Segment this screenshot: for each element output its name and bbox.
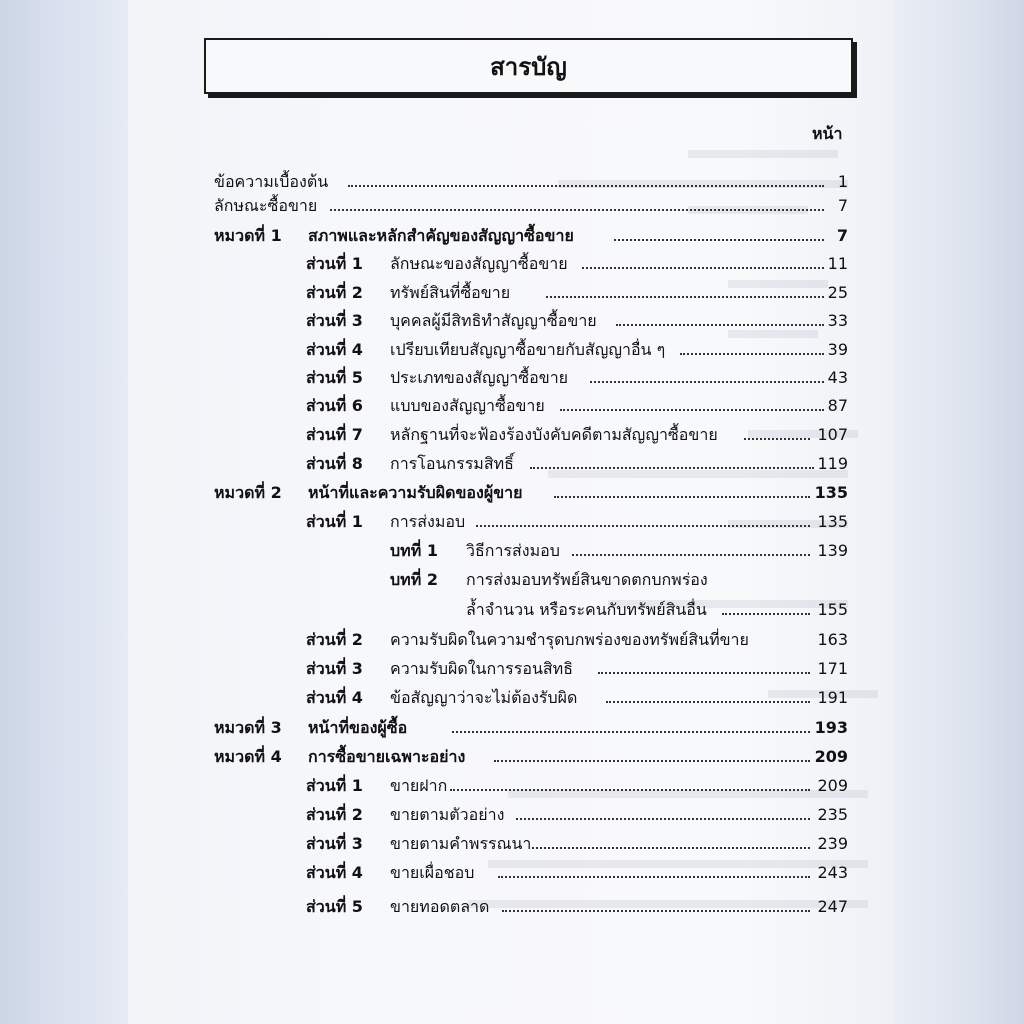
toc-page-number: 139 <box>817 541 848 560</box>
toc-page-number: 209 <box>817 776 848 795</box>
toc-page-number: 193 <box>814 718 848 737</box>
dot-leader <box>590 381 824 383</box>
toc-lesson-row[interactable] <box>0 568 1024 592</box>
toc-section-row[interactable] <box>0 803 1024 827</box>
toc-page-number: 107 <box>817 425 848 444</box>
chapter-title: หน้าที่และความรับผิดของผู้ขาย <box>308 483 523 502</box>
dot-leader <box>530 467 814 469</box>
section-title: การโอนกรรมสิทธิ์ <box>390 454 514 473</box>
lesson-title-line1: การส่งมอบทรัพย์สินขาดตกบกพร่อง <box>466 570 708 589</box>
section-title: ประเภทของสัญญาซื้อขาย <box>390 368 569 387</box>
toc-section-row[interactable] <box>0 452 1024 476</box>
dot-leader <box>606 701 810 703</box>
dot-leader <box>452 731 810 733</box>
dot-leader <box>494 760 810 762</box>
lesson-label: บทที่ 2 <box>390 570 438 589</box>
section-label: ส่วนที่ 4 <box>306 863 363 882</box>
toc-page-number: 25 <box>827 283 848 302</box>
section-title: เปรียบเทียบสัญญาซื้อขายกับสัญญาอื่น ๆ <box>390 340 666 359</box>
dot-leader <box>572 554 810 556</box>
section-label: ส่วนที่ 3 <box>306 659 363 678</box>
toc-page-number: 235 <box>817 805 848 824</box>
toc-page-number: 247 <box>817 897 848 916</box>
toc-page-number: 135 <box>817 512 848 531</box>
toc-chapter-3[interactable] <box>0 716 1024 740</box>
section-title: ความรับผิดในความชำรุดบกพร่องของทรัพย์สินที่ขาย <box>390 630 749 649</box>
section-title: ขายเผื่อชอบ <box>390 863 475 882</box>
toc-page-number: 171 <box>817 659 848 678</box>
toc-section-row[interactable] <box>0 252 1024 276</box>
dot-leader <box>554 496 810 498</box>
dot-leader <box>502 910 810 912</box>
section-label: ส่วนที่ 1 <box>306 512 363 531</box>
dot-leader <box>722 613 810 615</box>
dot-leader <box>476 525 810 527</box>
section-title: การส่งมอบ <box>390 512 466 531</box>
toc-section-row[interactable] <box>0 366 1024 390</box>
toc-chapter-1[interactable] <box>0 224 1024 248</box>
toc-page-number: 135 <box>814 483 848 502</box>
lesson-label: บทที่ 1 <box>390 541 438 560</box>
dot-leader <box>560 409 824 411</box>
toc-page-number: 243 <box>817 863 848 882</box>
section-title: ขายตามคำพรรณนา <box>390 834 532 853</box>
dot-leader <box>450 789 810 791</box>
dot-leader <box>546 296 824 298</box>
toc-section-row[interactable] <box>0 510 1024 534</box>
toc-chapter-4[interactable] <box>0 745 1024 769</box>
chapter-title: หน้าที่ของผู้ซื้อ <box>308 718 408 737</box>
toc-page-number: 11 <box>827 254 848 273</box>
toc-entry-text: ลักษณะซื้อขาย <box>214 196 318 215</box>
section-title: ข้อสัญญาว่าจะไม่ต้องรับผิด <box>390 688 578 707</box>
section-label: ส่วนที่ 6 <box>306 396 363 415</box>
toc-section-row[interactable] <box>0 394 1024 418</box>
toc-page-number: 163 <box>817 630 848 649</box>
dot-leader <box>498 876 810 878</box>
section-title: ขายตามตัวอย่าง <box>390 805 505 824</box>
dot-leader <box>744 438 810 440</box>
toc-chapter-2[interactable] <box>0 481 1024 505</box>
chapter-title: สภาพและหลักสำคัญของสัญญาซื้อขาย <box>308 226 574 245</box>
section-label: ส่วนที่ 8 <box>306 454 363 473</box>
toc-page-number: 119 <box>817 454 848 473</box>
chapter-title: การซื้อขายเฉพาะอย่าง <box>308 747 466 766</box>
toc-page-number: 7 <box>837 196 848 215</box>
toc-section-row[interactable] <box>0 309 1024 333</box>
chapter-label: หมวดที่ 2 <box>214 483 282 502</box>
section-label: ส่วนที่ 4 <box>306 688 363 707</box>
section-label: ส่วนที่ 1 <box>306 254 363 273</box>
toc-section-row[interactable] <box>0 774 1024 798</box>
toc-page-number: 191 <box>817 688 848 707</box>
section-title: ขายฝาก <box>390 776 448 795</box>
section-title: ทรัพย์สินที่ซื้อขาย <box>390 283 511 302</box>
dot-leader <box>598 672 810 674</box>
toc-section-row[interactable] <box>0 628 1024 652</box>
section-label: ส่วนที่ 2 <box>306 283 363 302</box>
toc-title: สารบัญ <box>490 52 567 81</box>
section-title: ความรับผิดในการรอนสิทธิ <box>390 659 573 678</box>
toc-page-number: 1 <box>837 172 848 191</box>
dot-leader <box>330 209 824 211</box>
toc-page-number: 209 <box>814 747 848 766</box>
toc-entry-text: ข้อความเบื้องต้น <box>214 172 329 191</box>
toc-section-row[interactable] <box>0 895 1024 919</box>
section-label: ส่วนที่ 1 <box>306 776 363 795</box>
section-title: ขายทอดตลาด <box>390 897 490 916</box>
toc-page-number: 7 <box>836 226 848 245</box>
dot-leader <box>680 353 824 355</box>
dot-leader <box>348 185 824 187</box>
chapter-label: หมวดที่ 3 <box>214 718 282 737</box>
toc-page-number: 87 <box>827 396 848 415</box>
section-title: ลักษณะของสัญญาซื้อขาย <box>390 254 568 273</box>
toc-page-number: 239 <box>817 834 848 853</box>
section-label: ส่วนที่ 3 <box>306 311 363 330</box>
dot-leader <box>532 847 810 849</box>
toc-entry-nature[interactable] <box>0 194 1024 218</box>
page-column-label: หน้า <box>812 124 843 143</box>
toc-section-row[interactable] <box>0 281 1024 305</box>
chapter-label: หมวดที่ 1 <box>214 226 282 245</box>
toc-page-number: 39 <box>827 340 848 359</box>
dot-leader <box>582 267 824 269</box>
section-title: แบบของสัญญาซื้อขาย <box>390 396 545 415</box>
lesson-title: วิธีการส่งมอบ <box>466 541 560 560</box>
toc-section-row[interactable] <box>0 686 1024 710</box>
section-label: ส่วนที่ 5 <box>306 897 363 916</box>
section-label: ส่วนที่ 5 <box>306 368 363 387</box>
toc-section-row[interactable] <box>0 861 1024 885</box>
dot-leader <box>516 818 810 820</box>
section-title: หลักฐานที่จะฟ้องร้องบังคับคดีตามสัญญาซื้อขาย <box>390 425 718 444</box>
section-label: ส่วนที่ 3 <box>306 834 363 853</box>
toc-entry-intro[interactable] <box>0 170 1024 194</box>
toc-section-row[interactable] <box>0 423 1024 447</box>
toc-page-number: 43 <box>827 368 848 387</box>
toc-section-row[interactable] <box>0 832 1024 856</box>
section-label: ส่วนที่ 7 <box>306 425 363 444</box>
lesson-title-line2: ล้ำจำนวน หรือระคนกับทรัพย์สินอื่น <box>466 600 707 619</box>
section-title: บุคคลผู้มีสิทธิทำสัญญาซื้อขาย <box>390 311 597 330</box>
chapter-label: หมวดที่ 4 <box>214 747 282 766</box>
dot-leader <box>616 324 824 326</box>
toc-section-row[interactable] <box>0 657 1024 681</box>
toc-page-number: 33 <box>827 311 848 330</box>
toc-lesson-row[interactable] <box>0 539 1024 563</box>
section-label: ส่วนที่ 4 <box>306 340 363 359</box>
dot-leader <box>614 239 824 241</box>
section-label: ส่วนที่ 2 <box>306 805 363 824</box>
toc-section-row[interactable] <box>0 338 1024 362</box>
toc-page-number: 155 <box>817 600 848 619</box>
section-label: ส่วนที่ 2 <box>306 630 363 649</box>
toc-lesson-row-continued[interactable] <box>0 598 1024 622</box>
